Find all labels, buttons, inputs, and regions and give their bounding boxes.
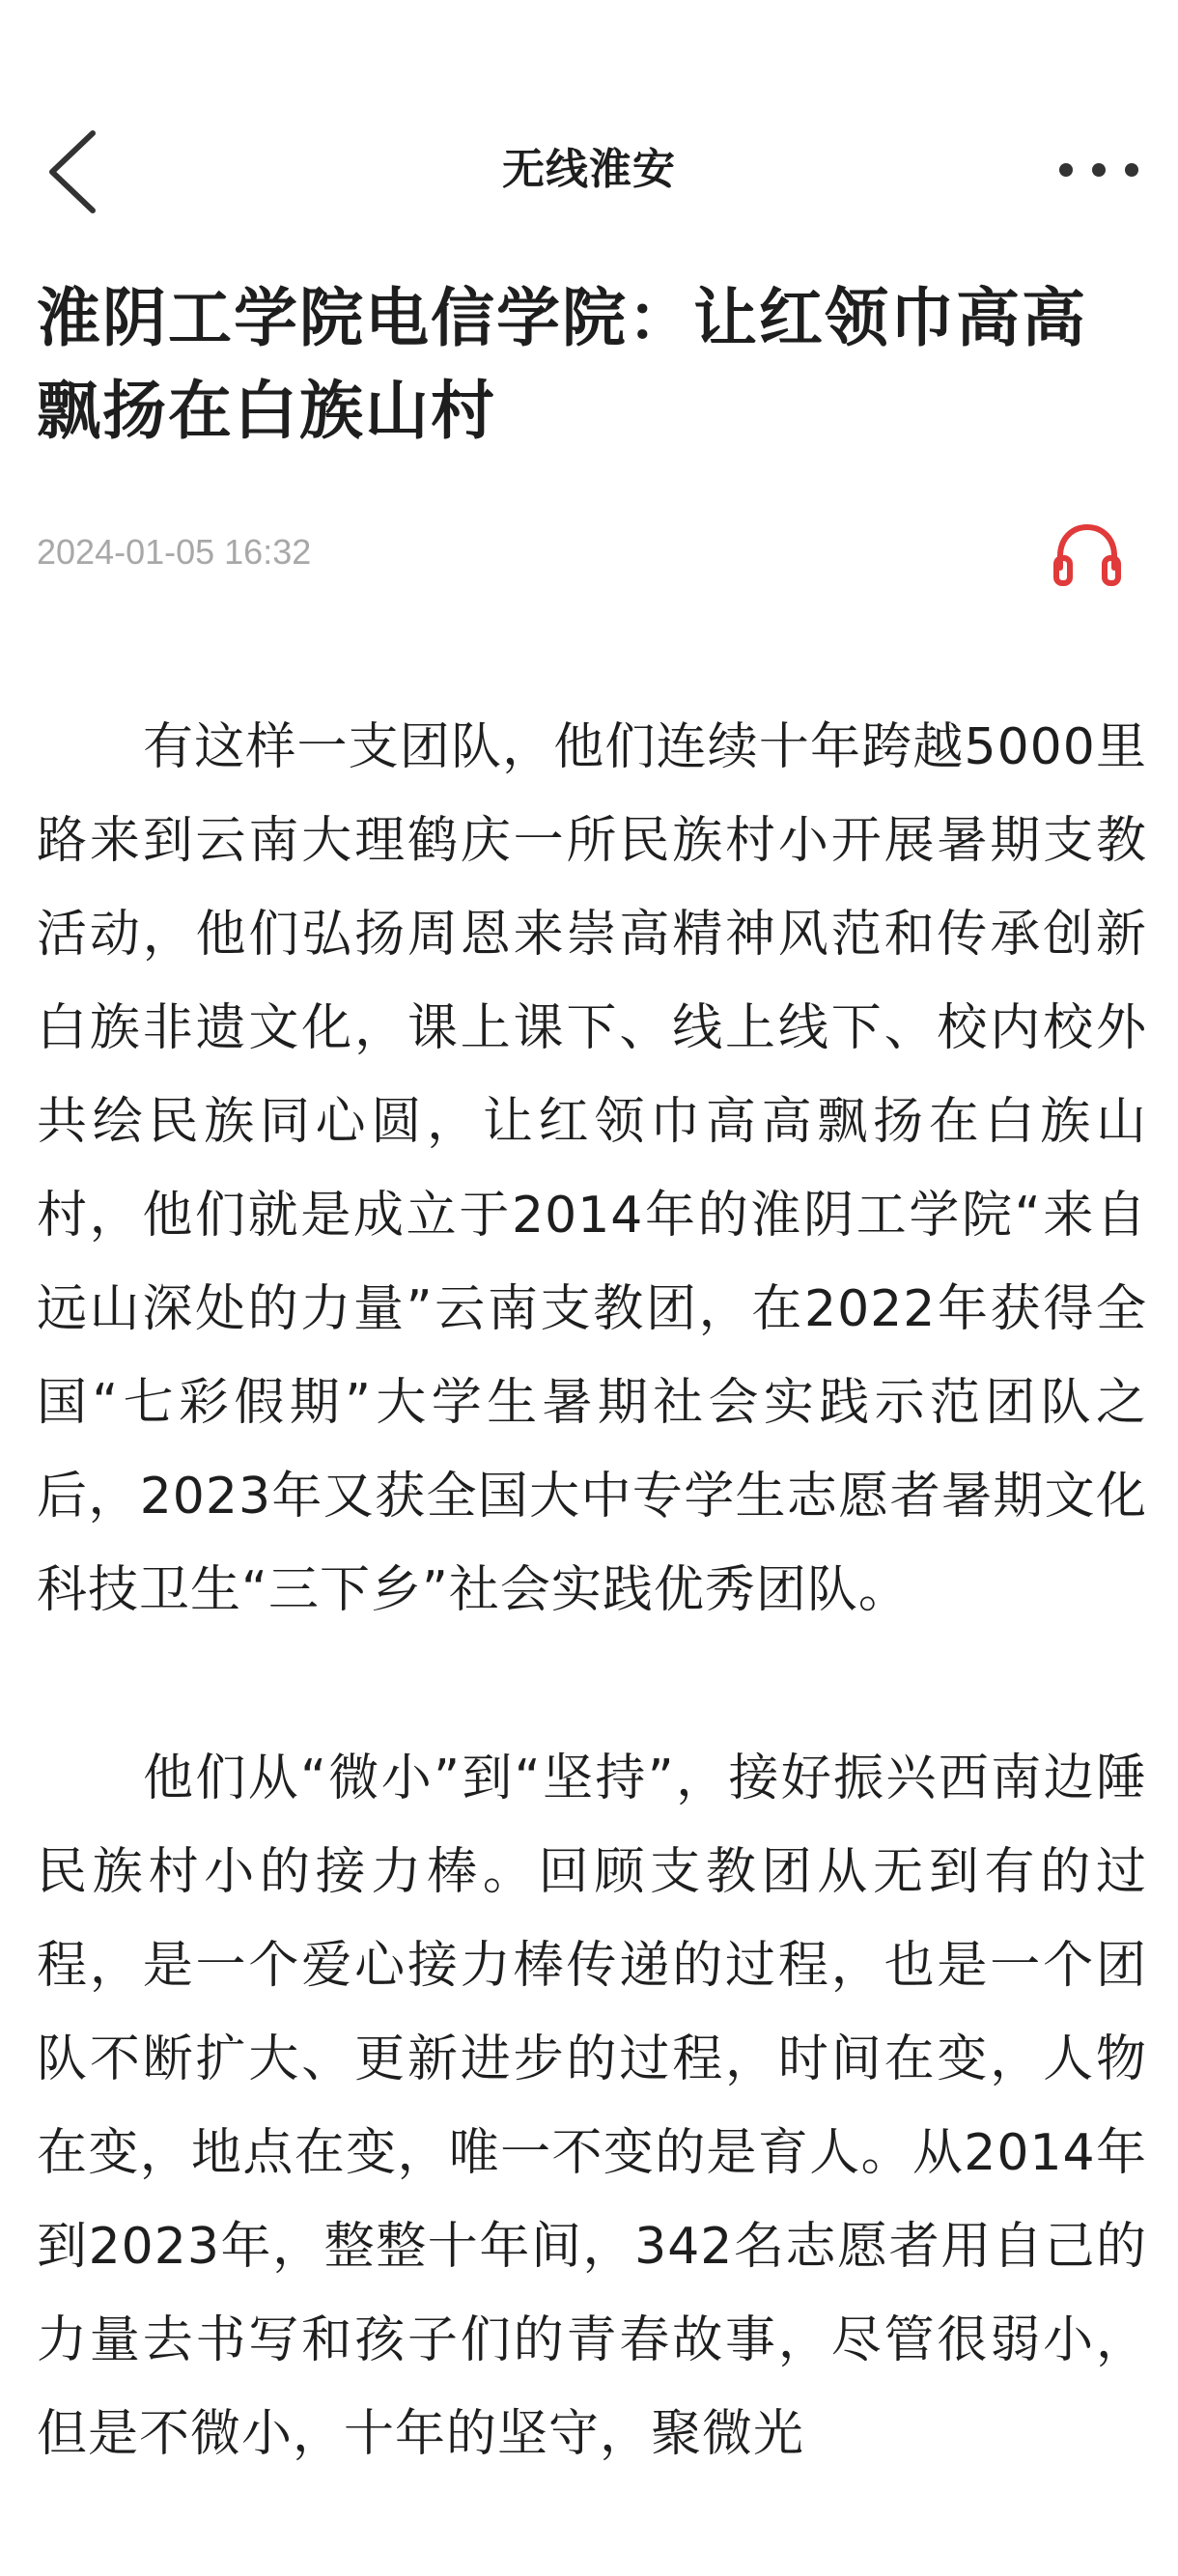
publish-time: 2024-01-05 16:32 — [37, 532, 312, 572]
nav-title: 无线淮安 — [502, 145, 676, 194]
article-meta — [37, 519, 1147, 589]
more-options-button[interactable] — [1052, 145, 1149, 195]
more-horizontal-icon — [1052, 145, 1149, 195]
navigation-bar — [0, 116, 1178, 222]
article-paragraph: 他们从“微小”到“坚持”，接好振兴西南边陲民族村小的接力棒。回顾支教团从无到有的过程，是一个爱心接力棒传递的过程，也是一个团队不断扩大、更新进步的过程，时间在变，人物在变，地点在变，唯一不变的是育人。从2014年到2023年，整整十年间，342名志愿者用自己的力量去书写和孩子们的青春故事，尽管很弱小，但是不微小，十年的坚守，聚微光 — [37, 1750, 1147, 2463]
listen-button[interactable] — [1049, 519, 1126, 589]
headphones-icon — [1049, 519, 1126, 589]
article-title: 淮阴工学院电信学院：让红领巾高高飘扬在白族山村 — [37, 281, 1087, 448]
article-paragraph: 有这样一支团队，他们连续十年跨越5000里路来到云南大理鹤庆一所民族村小开展暑期支教活动，他们弘扬周恩来崇高精神风范和传承创新白族非遗文化，课上课下、线上线下、校内校外共绘民族同心圆，让红领巾高高飘扬在白族山村，他们就是成立于2014年的淮阴工学院“来自远山深处的力量”云南支教团，在2022年获得全国“七彩假期”大学生暑期社会实践示范团队之后，2023年又获全国大中专学生志愿者暑期文化科技卫生“三下乡”社会实践优秀团队。 — [37, 718, 1147, 1619]
article-body — [37, 701, 1147, 2576]
